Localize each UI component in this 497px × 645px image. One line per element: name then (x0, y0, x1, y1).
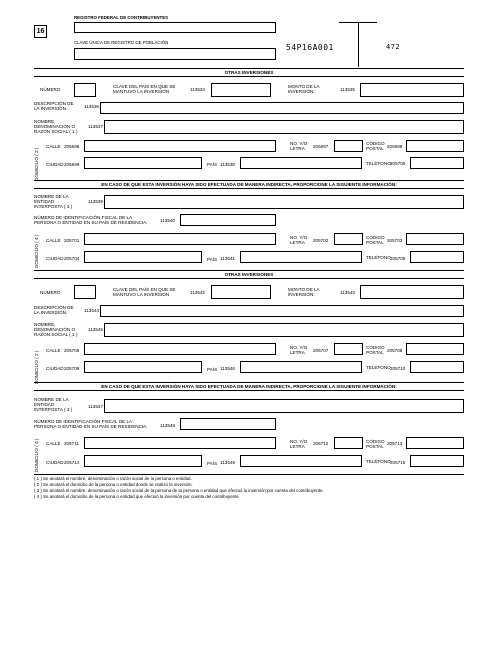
pais-label: PAÍS (207, 367, 218, 372)
footnote-4: ( 4 ) Se anotará el domicilio de la persona o entidad que efectuó la inversión por cuenta del contribuyente (34, 494, 239, 499)
noletra-label-2: LETRA (290, 350, 305, 355)
cp-code: 205708 (387, 348, 403, 353)
footnote-3: ( 3 ) Se anotará el nombre, denominación o razón social de la persona de la persona o entidad que efectuó la inversión por cuenta del contribuyente. (34, 488, 324, 493)
tsign-stem (358, 22, 359, 67)
nombre-field[interactable] (104, 120, 464, 134)
pais-code: 113549 (220, 460, 235, 465)
ciudad-code: 205714 (64, 460, 80, 465)
clave-label-1: CLAVE DEL PAÍS EN QUE SE (113, 287, 176, 292)
ciudad-label: CIUDAD (46, 366, 64, 371)
entidad-code: 113539 (88, 199, 103, 204)
noletra-label-2: LETRA (290, 444, 305, 449)
nombre-label-2: DENOMINACIÓN O (34, 124, 76, 129)
cp-code: 205698 (387, 144, 403, 149)
noletra-label-1: NO. Y/O (290, 345, 308, 350)
calle-label: CALLE (46, 441, 61, 446)
ciudad-field[interactable] (84, 251, 202, 263)
nombre-label-3: RAZÓN SOCIAL ( 1 ) (34, 129, 78, 134)
curp-field[interactable] (74, 48, 276, 60)
entidad-label-2: ENTIDAD (34, 199, 55, 204)
curp-label: CLAVE ÚNICA DE REGISTRO DE POBLACIÓN (74, 40, 169, 45)
nif-code: 113548 (160, 423, 175, 428)
nif-label-2: PERSONA O ENTIDAD EN SU PAÍS DE RESIDENCIA: (34, 424, 148, 429)
domicilio-label: DOMICILIO ( 2 ) (34, 350, 39, 384)
pais-code: 113538 (220, 162, 235, 167)
handwritten-number: 472 (386, 43, 401, 51)
noletra-label-1: NO. Y/O (290, 235, 308, 240)
ciudad-label: CIUDAD (46, 256, 64, 261)
footnotes-divider (34, 474, 464, 475)
tel-label: TELÉFONO (366, 365, 391, 370)
numero-field[interactable] (74, 285, 96, 299)
numero-field[interactable] (74, 83, 96, 97)
cp-label-2: POSTAL (366, 240, 384, 245)
monto-label-1: MONTO DE LA (288, 287, 320, 292)
calle-code: 205706 (64, 348, 80, 353)
ciudad-label: CIUDAD (46, 162, 64, 167)
nif-field[interactable] (180, 418, 276, 430)
tel-code: 205715 (390, 460, 406, 465)
calle-label: CALLE (46, 144, 61, 149)
tel-field[interactable] (410, 251, 464, 263)
noletra-label-1: NO. Y/O (290, 141, 308, 146)
pais-field[interactable] (240, 361, 362, 373)
noletra-field[interactable] (334, 343, 363, 355)
entidad-label-1: NOMBRE DE LA (34, 194, 69, 199)
cp-label-2: POSTAL (366, 146, 384, 151)
nombre-label-3: RAZÓN SOCIAL ( 1 ) (34, 332, 78, 337)
ciudad-field[interactable] (84, 157, 202, 169)
desc-label-1: DESCRIPCIÓN DE (34, 101, 74, 106)
pais-label: PAÍS (207, 257, 218, 262)
noletra-label-2: LETRA (290, 240, 305, 245)
monto-label-2: INVERSIÓN: (288, 89, 315, 94)
monto-code: 113543 (340, 290, 355, 295)
cp-label-1: CÓDIGO (366, 439, 385, 444)
clave-field[interactable] (211, 285, 271, 299)
desc-field[interactable] (100, 102, 464, 114)
calle-field[interactable] (84, 233, 276, 245)
entidad-label-3: INTERPOSTA ( 3 ) (34, 407, 73, 412)
nombre-label-2: DENOMINACIÓN O (34, 327, 76, 332)
nif-label-1: NÚMERO DE IDENTIFICACIÓN FISCAL DE LA (34, 215, 133, 220)
clave-label-1: CLAVE DEL PAÍS EN QUE SE (113, 84, 176, 89)
tel-field[interactable] (410, 157, 464, 169)
ciudad-label: CIUDAD (46, 460, 64, 465)
nombre-code: 113537 (88, 124, 103, 129)
tel-label: TELÉFONO (366, 459, 391, 464)
cp-field[interactable] (406, 140, 464, 152)
desc-label-2: LA INVERSIÓN. (34, 106, 68, 111)
nombre-label-1: NOMBRE, (34, 322, 56, 327)
cp-code: 205713 (387, 441, 403, 446)
ciudad-code: 205699 (64, 162, 80, 167)
section-title: OTRAS INVERSIONES (34, 270, 464, 279)
entidad-field[interactable] (104, 195, 464, 209)
calle-code: 205696 (64, 144, 80, 149)
footnote-1: ( 1 ) Se anotará el nombre, denominación o razón social de la persona o entidad. (34, 476, 192, 481)
noletra-code: 205697 (313, 144, 329, 149)
calle-label: CALLE (46, 348, 61, 353)
noletra-label-1: NO. Y/O (290, 439, 308, 444)
tel-code: 205705 (390, 256, 406, 261)
pais-label: PAÍS (207, 461, 218, 466)
clave-label-2: MANTUVO LA INVERSIÓN (113, 292, 170, 297)
nombre-code: 113545 (88, 327, 103, 332)
tel-field[interactable] (410, 361, 464, 373)
numero-label: NÚMERO (40, 290, 61, 295)
pais-field[interactable] (240, 251, 362, 263)
clave-code: 113534 (190, 87, 205, 92)
handwritten-code: 54P16A001 (286, 43, 334, 52)
tel-label: TELÉFONO (366, 255, 391, 260)
cp-label-2: POSTAL (366, 444, 384, 449)
cp-label-1: CÓDIGO (366, 235, 385, 240)
entidad-code: 113547 (88, 404, 103, 409)
entidad-label-1: NOMBRE DE LA (34, 397, 69, 402)
monto-label-2: INVERSIÓN: (288, 292, 315, 297)
ciudad-code: 205709 (64, 366, 80, 371)
cp-label-1: CÓDIGO (366, 141, 385, 146)
monto-code: 113535 (340, 87, 355, 92)
section-title: OTRAS INVERSIONES (34, 68, 464, 77)
clave-label-2: MANTUVO LA INVERSIÓN (113, 89, 170, 94)
pais-label: PAÍS (207, 162, 218, 167)
domicilio-label: DOMICILIO ( 4 ) (34, 438, 39, 472)
noletra-code: 205712 (313, 441, 329, 446)
domicilio-label: DOMICILIO ( 4 ) (34, 234, 39, 268)
pais-field[interactable] (240, 157, 362, 169)
calle-code: 205711 (64, 441, 79, 446)
calle-field[interactable] (84, 140, 276, 152)
desc-field[interactable] (100, 305, 464, 317)
monto-label-1: MONTO DE LA (288, 84, 320, 89)
nombre-label-1: NOMBRE, (34, 119, 56, 124)
nif-label-1: NÚMERO DE IDENTIFICACIÓN FISCAL DE LA (34, 419, 133, 424)
nif-code: 113540 (160, 218, 175, 223)
tel-code: 205700 (390, 161, 406, 166)
tel-field[interactable] (410, 455, 464, 467)
clave-field[interactable] (211, 83, 271, 97)
cp-field[interactable] (406, 437, 464, 449)
calle-field[interactable] (84, 437, 276, 449)
noletra-field[interactable] (334, 437, 363, 449)
rfc-title: REGISTRO FEDERAL DE CONTRIBUYENTES (74, 15, 169, 20)
nombre-field[interactable] (104, 323, 464, 337)
entidad-label-2: ENTIDAD (34, 402, 55, 407)
monto-field[interactable] (360, 285, 464, 299)
pais-code: 113546 (220, 366, 235, 371)
cp-code: 205703 (387, 238, 403, 243)
page-number: 16 (34, 25, 47, 38)
nif-label-2: PERSONA O ENTIDAD EN SU PAÍS DE RESIDENCIA: (34, 220, 148, 225)
desc-label-2: LA INVERSIÓN. (34, 310, 68, 315)
pais-field[interactable] (240, 455, 362, 467)
calle-label: CALLE (46, 238, 61, 243)
noletra-field[interactable] (334, 140, 363, 152)
indirect-title: EN CASO DE QUE ESTA INVERSIÓN HAYA SIDO EFECTUADA DE MANERA INDIRECTA, PROPORCIONE LA SIGUIENTE INFORMACIÓN: (34, 180, 464, 189)
cp-label-2: POSTAL (366, 350, 384, 355)
numero-label: NÚMERO (40, 87, 61, 92)
cp-field[interactable] (406, 233, 464, 245)
calle-code: 205701 (64, 238, 80, 243)
indirect-title: EN CASO DE QUE ESTA INVERSIÓN HAYA SIDO EFECTUADA DE MANERA INDIRECTA, PROPORCIONE LA SIGUIENTE INFORMACIÓN: (34, 382, 464, 391)
clave-code: 113542 (190, 290, 205, 295)
noletra-code: 205707 (313, 348, 329, 353)
noletra-code: 205702 (313, 238, 329, 243)
noletra-label-2: LETRA (290, 146, 305, 151)
entidad-field[interactable] (104, 399, 464, 413)
pais-code: 113541 (220, 256, 235, 261)
tel-code: 205710 (390, 366, 406, 371)
ciudad-code: 205704 (64, 256, 80, 261)
desc-label-1: DESCRIPCIÓN DE (34, 305, 74, 310)
cp-field[interactable] (406, 343, 464, 355)
nif-field[interactable] (180, 214, 276, 226)
footnote-2: ( 2 ) Se anotará el domicilio de la persona o entidad donde se realizó la inversión. (34, 482, 193, 487)
entidad-label-3: INTERPOSTA ( 3 ) (34, 204, 73, 209)
tel-label: TELÉFONO (366, 161, 391, 166)
domicilio-label: DOMICILIO ( 2 ) (34, 147, 39, 181)
desc-code: 113544 (84, 308, 99, 313)
rfc-field[interactable] (74, 22, 276, 33)
monto-field[interactable] (360, 83, 464, 97)
ciudad-field[interactable] (84, 455, 202, 467)
cp-label-1: CÓDIGO (366, 345, 385, 350)
desc-code: 113536 (84, 104, 99, 109)
calle-field[interactable] (84, 343, 276, 355)
noletra-field[interactable] (334, 233, 363, 245)
ciudad-field[interactable] (84, 361, 202, 373)
